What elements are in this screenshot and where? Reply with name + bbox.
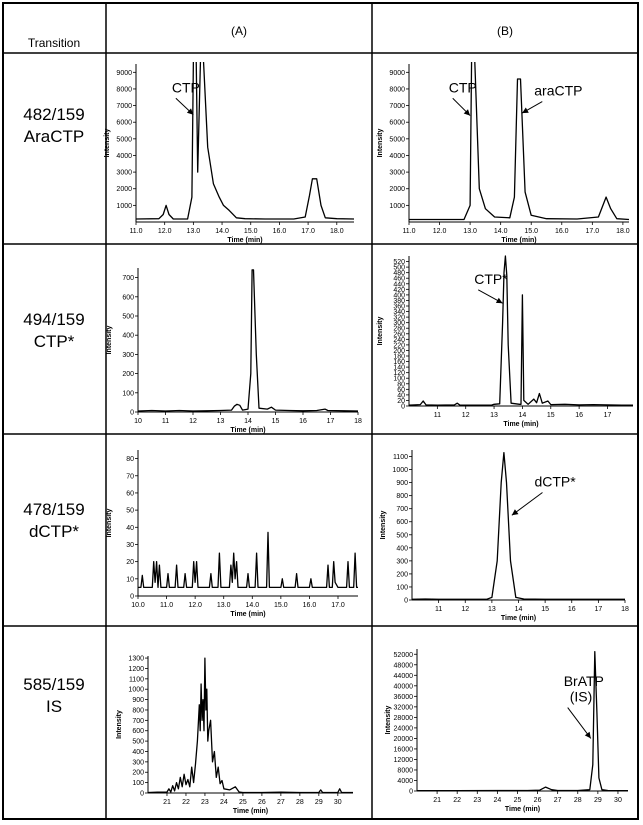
y-tick-label: 360 <box>393 303 405 311</box>
chromatogram-trace <box>136 59 354 219</box>
y-tick-label: 12000 <box>393 756 413 764</box>
x-tick-label: 28 <box>573 797 582 804</box>
y-tick-label: 4000 <box>116 152 132 160</box>
peak-annotation-label: dCTP* <box>534 473 576 490</box>
y-tick-label: 900 <box>396 480 408 488</box>
x-tick-label: 23 <box>473 797 482 804</box>
y-tick-label: 380 <box>393 297 405 305</box>
y-tick-label: 40 <box>126 524 134 532</box>
figure-table <box>2 2 639 820</box>
peak-annotation-label: (IS) <box>569 688 593 705</box>
y-axis-label: Intensity <box>380 510 387 540</box>
y-tick-label: 320 <box>393 314 405 322</box>
y-tick-label: 600 <box>122 294 134 302</box>
x-tick-label: 11 <box>161 418 170 425</box>
y-axis-label: Intensity <box>104 128 111 158</box>
x-tick-label: 13.0 <box>463 228 477 235</box>
chromatogram-panel <box>377 256 633 428</box>
y-tick-label: 160 <box>393 359 405 367</box>
y-tick-label: 440 <box>393 281 405 289</box>
x-tick-label: 18.0 <box>616 228 630 235</box>
y-tick-label: 36000 <box>393 693 413 701</box>
chromatogram-trace <box>148 658 353 792</box>
y-tick-label: 700 <box>396 506 408 514</box>
x-tick-label: 17.0 <box>585 228 600 235</box>
y-tick-label: 400 <box>396 545 408 553</box>
x-axis-label: Time (min) <box>501 237 537 244</box>
x-tick-label: 12 <box>461 412 470 419</box>
y-tick-label: 0 <box>130 409 134 417</box>
x-tick-label: 26 <box>257 799 266 806</box>
y-tick-label: 240 <box>393 336 405 344</box>
chromatogram-panel <box>106 450 358 618</box>
x-tick-label: 17 <box>594 606 603 613</box>
y-tick-label: 220 <box>393 342 405 350</box>
y-tick-label: 3000 <box>389 169 405 177</box>
x-tick-label: 13 <box>487 606 496 613</box>
y-tick-label: 400 <box>132 748 144 756</box>
y-tick-label: 16000 <box>393 746 413 754</box>
y-axis-label: Intensity <box>106 325 113 355</box>
y-tick-label: 460 <box>393 275 405 283</box>
peak-annotation-label: araCTP <box>534 82 583 99</box>
y-tick-label: 40000 <box>393 683 413 691</box>
chromatogram-trace <box>138 532 358 587</box>
x-tick-label: 16.0 <box>302 602 317 609</box>
x-tick-label: 14 <box>518 412 527 419</box>
x-tick-label: 25 <box>513 797 522 804</box>
y-tick-label: 20 <box>397 397 405 405</box>
row-label-transition: 478/159 <box>23 500 85 519</box>
x-tick-label: 14.0 <box>245 602 260 609</box>
x-tick-label: 16 <box>299 418 307 425</box>
y-tick-label: 480 <box>393 270 405 278</box>
y-tick-label: 200 <box>393 347 405 355</box>
x-tick-label: 22 <box>453 797 462 804</box>
x-tick-label: 22 <box>182 799 190 806</box>
x-axis-label: Time (min) <box>504 806 541 813</box>
y-tick-label: 800 <box>396 493 408 501</box>
y-tick-label: 9000 <box>389 69 405 77</box>
x-tick-label: 12 <box>461 606 470 613</box>
x-tick-label: 11.0 <box>129 228 143 235</box>
y-tick-label: 7000 <box>389 103 405 111</box>
x-tick-label: 21 <box>163 799 171 806</box>
y-tick-label: 8000 <box>389 86 405 94</box>
x-tick-label: 14.0 <box>493 228 508 235</box>
chromatogram-panel <box>116 656 353 815</box>
y-tick-label: 400 <box>122 332 134 340</box>
peak-annotation-label: CTP <box>448 79 477 96</box>
x-tick-label: 18 <box>621 606 629 613</box>
x-tick-label: 12 <box>189 418 197 425</box>
peak-annotation-label: CTP <box>171 79 200 96</box>
x-tick-label: 14 <box>514 606 523 613</box>
y-tick-label: 6000 <box>116 119 132 127</box>
x-tick-label: 28 <box>295 799 304 806</box>
y-tick-label: 5000 <box>389 136 405 144</box>
row-label-analyte: AraCTP <box>23 127 85 146</box>
y-tick-label: 4000 <box>397 777 413 785</box>
y-tick-label: 52000 <box>393 651 413 659</box>
y-tick-label: 5000 <box>116 136 132 144</box>
x-tick-label: 15 <box>271 418 280 425</box>
table-border <box>3 3 638 819</box>
header-column-b: (B) <box>497 24 513 38</box>
x-tick-label: 18.0 <box>329 228 344 235</box>
x-tick-label: 10.0 <box>131 602 145 609</box>
y-tick-label: 800 <box>132 707 144 715</box>
y-tick-label: 700 <box>122 275 134 283</box>
y-tick-label: 120 <box>393 370 405 378</box>
row-label-analyte: IS <box>45 697 63 716</box>
peak-annotation-label: CTP* <box>474 270 508 287</box>
y-tick-label: 48000 <box>393 662 413 670</box>
x-tick-label: 13.0 <box>186 228 201 235</box>
x-tick-label: 14.0 <box>215 228 229 235</box>
y-axis-label: Intensity <box>385 705 392 735</box>
x-tick-label: 12.0 <box>432 228 447 235</box>
annotation-arrow-head <box>585 732 591 739</box>
x-tick-label: 17 <box>603 412 612 419</box>
y-tick-label: 300 <box>132 759 144 767</box>
x-tick-label: 23 <box>201 799 209 806</box>
y-tick-label: 1100 <box>392 454 408 462</box>
row-label-transition: 482/159 <box>23 105 85 124</box>
y-tick-label: 100 <box>132 780 144 788</box>
y-tick-label: 6000 <box>389 119 405 127</box>
x-tick-label: 10 <box>134 418 142 425</box>
y-tick-label: 0 <box>140 790 144 798</box>
y-tick-label: 900 <box>132 697 144 705</box>
x-tick-label: 16.0 <box>554 228 569 235</box>
row-label-transition: 494/159 <box>23 310 85 329</box>
x-tick-label: 15 <box>541 606 550 613</box>
y-tick-label: 2000 <box>389 186 405 194</box>
y-tick-label: 300 <box>396 558 408 566</box>
y-axis-label: Intensity <box>377 128 384 158</box>
x-tick-label: 24 <box>493 797 502 804</box>
x-axis-label: Time (min) <box>230 427 266 434</box>
x-tick-label: 14 <box>244 418 252 425</box>
y-tick-label: 500 <box>396 532 408 540</box>
y-tick-label: 100 <box>393 375 405 383</box>
y-tick-label: 500 <box>132 738 144 746</box>
y-tick-label: 200 <box>396 571 408 579</box>
x-tick-label: 12.0 <box>188 602 202 609</box>
y-tick-label: 0 <box>404 597 408 605</box>
x-tick-label: 12.0 <box>157 228 172 235</box>
y-tick-label: 2000 <box>116 186 132 194</box>
x-tick-label: 13.0 <box>216 602 231 609</box>
x-tick-label: 24 <box>220 799 228 806</box>
row-label-transition: 585/159 <box>23 675 85 694</box>
chromatogram-panel <box>106 268 362 434</box>
y-tick-label: 140 <box>393 364 405 372</box>
x-tick-label: 15.0 <box>274 602 288 609</box>
chromatogram-panel <box>385 649 628 813</box>
y-tick-label: 40 <box>397 392 405 400</box>
x-tick-label: 29 <box>314 799 323 806</box>
x-tick-label: 15 <box>546 412 555 419</box>
y-tick-label: 600 <box>132 728 144 736</box>
y-tick-label: 70 <box>126 473 134 481</box>
x-tick-label: 17.0 <box>301 228 315 235</box>
x-tick-label: 11.0 <box>160 602 174 609</box>
y-axis-label: Intensity <box>116 710 123 739</box>
y-tick-label: 100 <box>122 390 134 398</box>
x-tick-label: 11 <box>433 412 441 419</box>
y-tick-label: 80 <box>397 381 405 389</box>
y-tick-label: 300 <box>393 320 405 328</box>
x-tick-label: 11 <box>434 606 443 613</box>
y-tick-label: 3000 <box>116 169 132 177</box>
y-tick-label: 1000 <box>128 686 144 694</box>
y-tick-label: 32000 <box>393 704 413 712</box>
y-tick-label: 520 <box>393 259 405 267</box>
x-tick-label: 26 <box>533 797 542 804</box>
y-tick-label: 200 <box>132 769 144 777</box>
y-tick-label: 420 <box>393 286 405 294</box>
row-label-analyte: CTP* <box>33 332 75 351</box>
y-tick-label: 8000 <box>116 86 132 94</box>
y-tick-label: 0 <box>409 788 413 796</box>
y-tick-label: 1000 <box>389 202 405 210</box>
x-tick-label: 27 <box>276 799 285 806</box>
y-tick-label: 24000 <box>393 725 413 733</box>
x-axis-label: Time (min) <box>227 237 263 244</box>
x-axis-label: Time (min) <box>503 421 539 428</box>
y-tick-label: 9000 <box>116 69 132 77</box>
y-tick-label: 1000 <box>116 202 132 210</box>
y-tick-label: 8000 <box>397 767 413 775</box>
chromatogram-trace <box>409 256 633 405</box>
chromatogram-trace <box>138 270 358 411</box>
chromatogram-panel <box>380 450 629 622</box>
x-tick-label: 25 <box>239 799 247 806</box>
x-tick-label: 17 <box>326 418 335 425</box>
row-label-analyte: dCTP* <box>28 522 80 541</box>
annotation-arrow-head <box>512 509 519 515</box>
y-axis-label: Intensity <box>106 508 113 538</box>
y-tick-label: 0 <box>130 593 134 601</box>
x-tick-label: 17.0 <box>331 602 345 609</box>
x-tick-label: 16.0 <box>272 228 287 235</box>
y-tick-label: 60 <box>126 490 134 498</box>
x-axis-label: Time (min) <box>232 808 269 815</box>
y-tick-label: 10 <box>126 576 134 584</box>
y-tick-label: 500 <box>393 264 405 272</box>
y-tick-label: 60 <box>397 386 405 394</box>
header-transition: Transition <box>27 36 81 50</box>
peak-annotation-label: BrATP <box>563 672 604 689</box>
y-tick-label: 44000 <box>393 672 413 680</box>
y-tick-label: 180 <box>393 353 405 361</box>
x-tick-label: 18 <box>354 418 362 425</box>
chromatogram-trace <box>409 59 629 220</box>
y-tick-label: 20 <box>126 559 134 567</box>
x-tick-label: 13 <box>216 418 225 425</box>
y-tick-label: 500 <box>122 313 134 321</box>
y-tick-label: 260 <box>393 331 405 339</box>
y-tick-label: 1300 <box>128 655 144 663</box>
y-tick-label: 200 <box>122 371 134 379</box>
y-tick-label: 300 <box>122 351 134 359</box>
header-column-a: (A) <box>231 24 247 38</box>
x-tick-label: 30 <box>333 799 342 806</box>
y-tick-label: 1200 <box>128 665 144 673</box>
y-tick-label: 280 <box>393 325 405 333</box>
y-tick-label: 28000 <box>393 714 413 722</box>
y-tick-label: 80 <box>126 456 134 464</box>
x-axis-label: Time (min) <box>500 615 537 622</box>
y-tick-label: 100 <box>396 584 408 592</box>
x-tick-label: 11.0 <box>402 228 416 235</box>
y-tick-label: 30 <box>126 541 134 549</box>
y-tick-label: 400 <box>393 292 405 300</box>
y-tick-label: 50 <box>126 507 134 515</box>
x-tick-label: 27 <box>553 797 562 804</box>
chromatogram-panel <box>104 59 354 244</box>
y-axis-label: Intensity <box>377 316 384 346</box>
y-tick-label: 20000 <box>393 735 413 743</box>
y-tick-label: 1100 <box>128 676 144 684</box>
y-tick-label: 700 <box>132 717 144 725</box>
y-tick-label: 1000 <box>392 467 408 475</box>
x-tick-label: 13 <box>490 412 498 419</box>
x-tick-label: 16 <box>575 412 584 419</box>
x-tick-label: 15.0 <box>524 228 539 235</box>
chromatogram-trace <box>412 453 625 600</box>
figure-svg <box>2 2 639 820</box>
x-tick-label: 15.0 <box>243 228 258 235</box>
y-tick-label: 4000 <box>389 152 405 160</box>
y-tick-label: 600 <box>396 519 408 527</box>
y-tick-label: 0 <box>401 403 405 411</box>
x-tick-label: 16 <box>567 606 576 613</box>
y-tick-label: 340 <box>393 309 405 317</box>
y-tick-label: 7000 <box>116 103 132 111</box>
x-axis-label: Time (min) <box>230 611 266 618</box>
x-tick-label: 29 <box>593 797 602 804</box>
chromatogram-panel <box>377 59 630 244</box>
x-tick-label: 21 <box>433 797 441 804</box>
x-tick-label: 30 <box>614 797 622 804</box>
